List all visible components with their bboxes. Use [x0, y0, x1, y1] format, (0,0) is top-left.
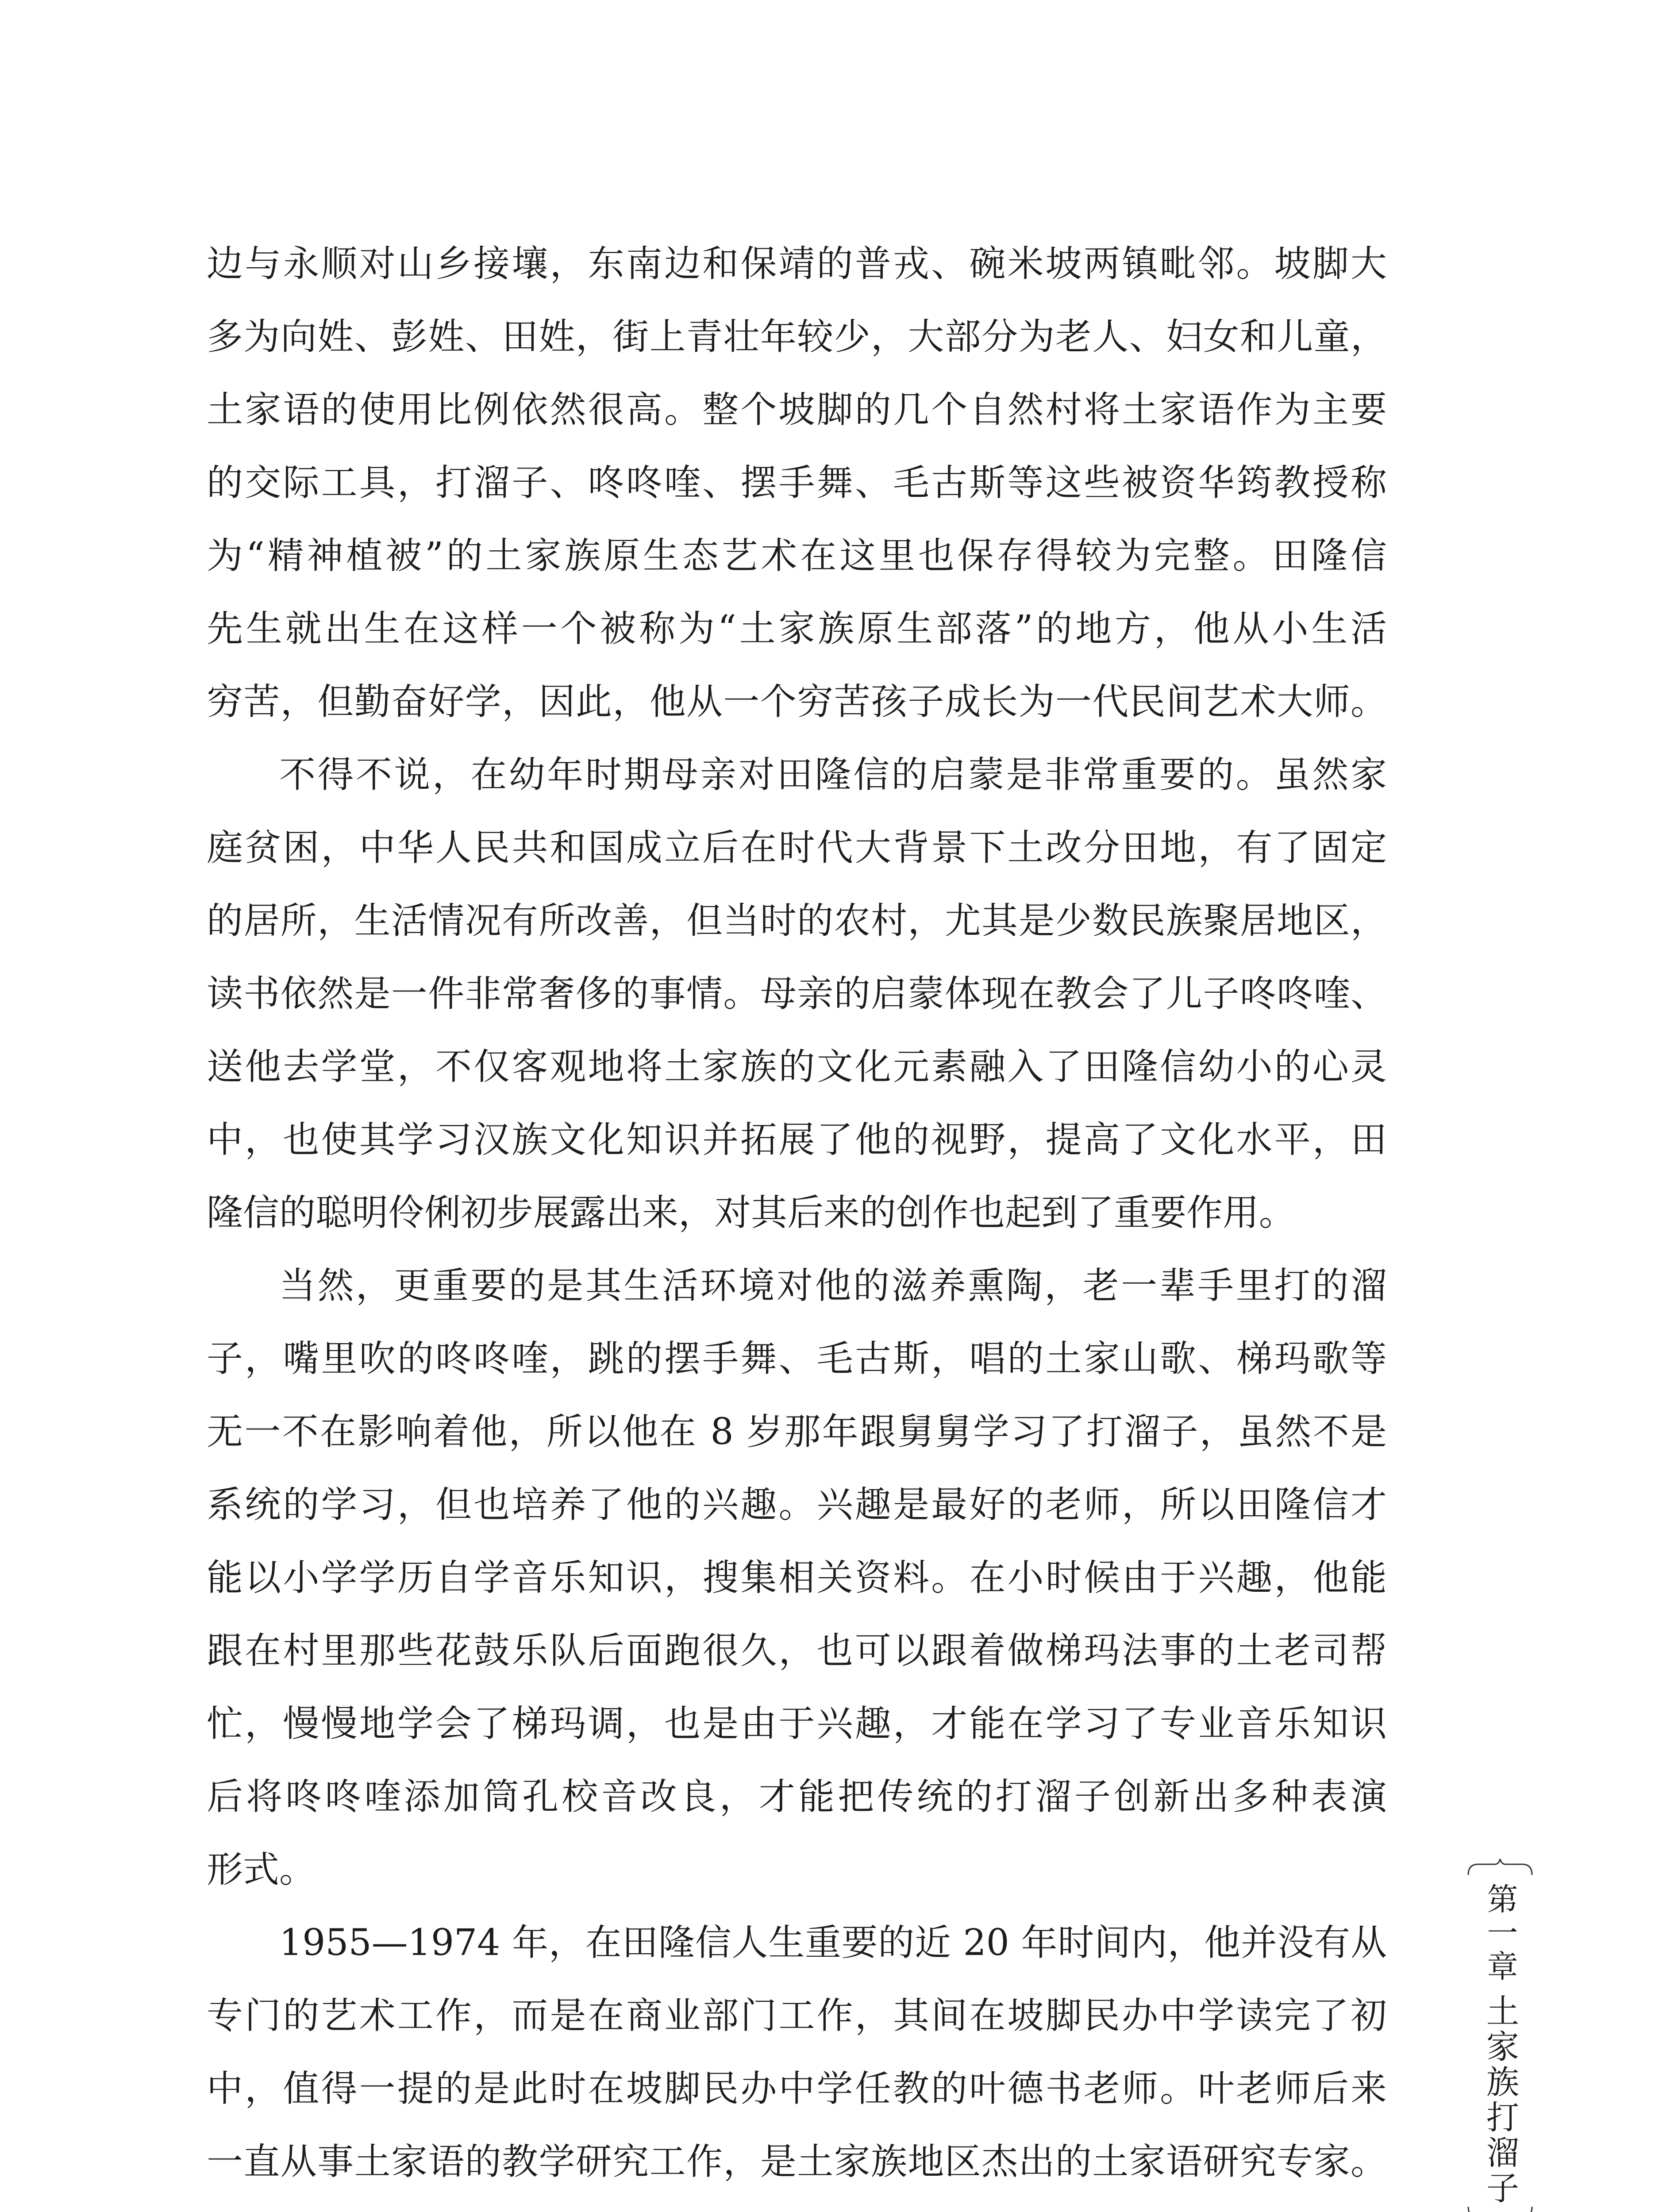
text-line: 中，也使其学习汉族文化知识并拓展了他的视野，提高了文化水平，田 [207, 1119, 1387, 1161]
top-bracket [1468, 1859, 1532, 1875]
text-line: 隆信的聪明伶俐初步展露出来，对其后来的创作也起到了重要作用。 [207, 1192, 1296, 1234]
text-line: 的居所，生活情况有所改善，但当时的农村，尤其是少数民族聚居地区， [207, 900, 1387, 942]
text-line: 庭贫困，中华人民共和国成立后在时代大背景下土改分田地，有了固定 [207, 827, 1387, 869]
text-line: 穷苦，但勤奋好学，因此，他从一个穷苦孩子成长为一代民间艺术大师。 [207, 681, 1387, 723]
paragraph-3 [207, 1249, 1387, 1906]
text-line: 系统的学习，但也培养了他的兴趣。兴趣是最好的老师，所以田隆信才 [207, 1484, 1387, 1526]
text-line: 土家语的使用比例依然很高。整个坡脚的几个自然村将土家语作为主要 [207, 389, 1387, 431]
text-line: 读书依然是一件非常奢侈的事情。母亲的启蒙体现在教会了儿子咚咚喹、 [207, 973, 1387, 1015]
text-line: 能以小学学历自学音乐知识，搜集相关资料。在小时候由于兴趣，他能 [207, 1557, 1387, 1599]
text-line: 后将咚咚喹添加筒孔校音改良，才能把传统的打溜子创新出多种表演 [207, 1776, 1387, 1818]
paragraph-4 [207, 1906, 1387, 2198]
text-line: 先生就出生在这样一个被称为“土家族原生部落”的地方，他从小生活 [207, 608, 1387, 650]
text-line: 多为向姓、彭姓、田姓，街上青壮年较少，大部分为老人、妇女和儿童， [207, 316, 1387, 358]
text-line: 为“精神植被”的土家族原生态艺术在这里也保存得较为完整。田隆信 [207, 535, 1387, 577]
text-line: 边与永顺对山乡接壤，东南边和保靖的普戎、碗米坡两镇毗邻。坡脚大 [207, 243, 1387, 285]
text-line: 专门的艺术工作，而是在商业部门工作，其间在坡脚民办中学读完了初 [207, 1995, 1387, 2037]
text-line: 无一不在影响着他，所以他在 8 岁那年跟舅舅学习了打溜子，虽然不是 [207, 1411, 1387, 1453]
text-line: 当然，更重要的是其生活环境对他的滋养熏陶，老一辈手里打的溜 [279, 1265, 1387, 1307]
text-line: 送他去学堂，不仅客观地将土家族的文化元素融入了田隆信幼小的心灵 [207, 1046, 1387, 1088]
paragraph-2 [207, 738, 1387, 1249]
chapter-title: 土家族打溜子 [1481, 1994, 1519, 2206]
text-line: 形式。 [207, 1849, 316, 1891]
body-text [207, 227, 1387, 2198]
text-line: 1955—1974 年，在田隆信人生重要的近 20 年时间内，他并没有从 [279, 1922, 1387, 1964]
text-line: 一直从事土家语的教学研究工作，是土家族地区杰出的土家语研究专家。 [207, 2141, 1387, 2183]
text-line: 子，嘴里吹的咚咚喹，跳的摆手舞、毛古斯，唱的土家山歌、梯玛歌等 [207, 1338, 1387, 1380]
text-line: 的交际工具，打溜子、咚咚喹、摆手舞、毛古斯等这些被资华筠教授称 [207, 462, 1387, 504]
chapter-label: 第一章 [1482, 1883, 1518, 1984]
paragraph-1 [207, 227, 1387, 738]
text-line: 跟在村里那些花鼓乐队后面跑很久，也可以跟着做梯玛法事的土老司帮 [207, 1630, 1387, 1672]
text-line: 中，值得一提的是此时在坡脚民办中学任教的叶德书老师。叶老师后来 [207, 2068, 1387, 2110]
bottom-bracket [1468, 2207, 1532, 2212]
text-line: 忙，慢慢地学会了梯玛调，也是由于兴趣，才能在学习了专业音乐知识 [207, 1703, 1387, 1745]
text-line: 不得不说，在幼年时期母亲对田隆信的启蒙是非常重要的。虽然家 [279, 754, 1387, 796]
